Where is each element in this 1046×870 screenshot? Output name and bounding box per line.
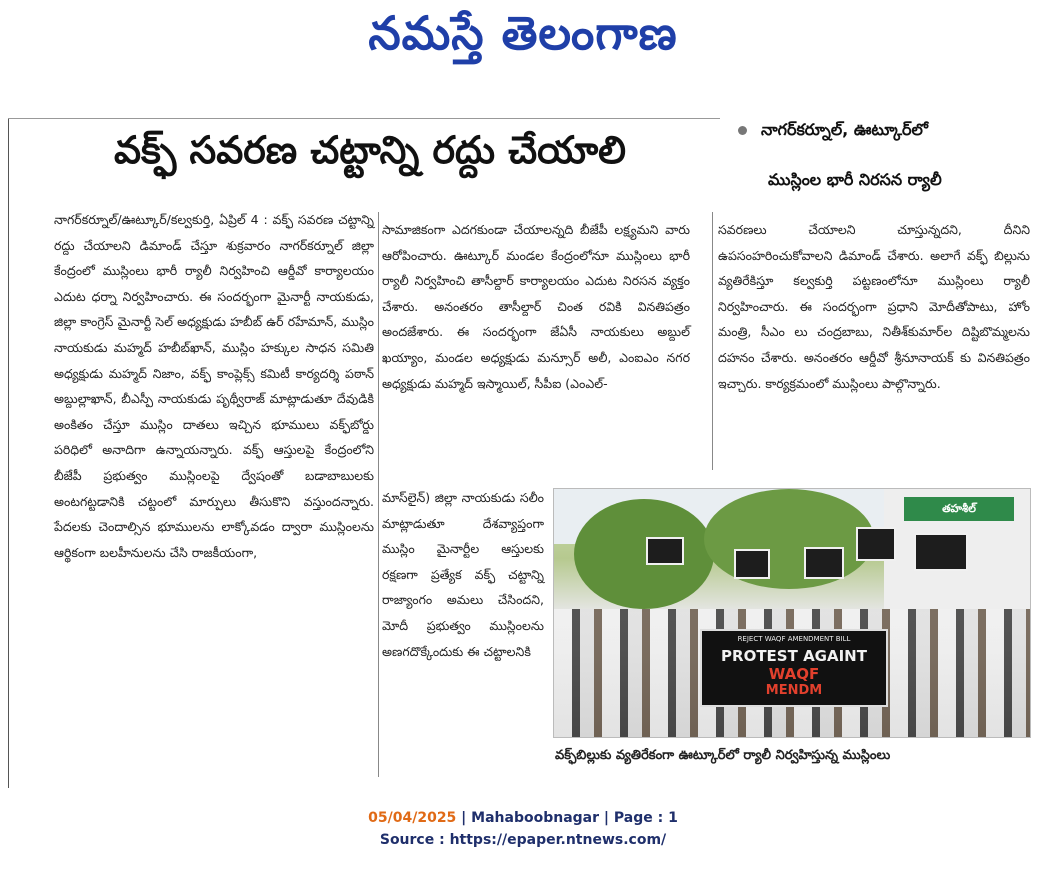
article-column-2-bottom [382, 485, 544, 664]
article-column-1 [54, 207, 374, 565]
page-footer-line-2 [0, 832, 1046, 848]
photo-placard [734, 549, 770, 579]
page-footer-line-1 [0, 810, 1046, 826]
article-headline: వక్ఫ్ సవరణ చట్టాన్ని రద్దు చేయాలి [114, 128, 626, 172]
column-2-bottom-text: మాస్‌లైన్) జిల్లా నాయకుడు సలీం మాట్లాడుతూ దేశవ్యాప్తంగా ముస్లిం మైనార్టీల ఆస్తులకు రక్షణగా ప్రత్యేక వక్ఫ్ చట్టాన్ని రాజ్యాంగం అమలు చేసిందని, మోదీ ప్రభుత్వం ముస్లింలను అణగదొక్కేందుకు ఈ చట్టాలనికి [382, 490, 544, 659]
headline-rule [8, 118, 720, 119]
photo-tree [704, 489, 874, 589]
footer-date: 05/04/2025 [368, 810, 457, 826]
protest-photo [553, 488, 1031, 738]
protest-banner [700, 629, 888, 707]
column-2-top-text: సామాజికంగా ఎదగకుండా చేయాలన్నది బీజేపీ లక్ష్యమని వారు ఆరోపించారు. ఊట్కూర్ మండల కేంద్రంలోనూ ముస్లింలు భారీ ర్యాలీ నిర్వహించి తాసీల్దార్ కార్యాలయం ఎదుట నిరసన వ్యక్తం చేశారు. అనంతరం తాసీల్దార్ చింత రవికి వినతిపత్రం అందజేశారు. ఈ సందర్భంగా జేఏసీ నాయకులు అబ్దుల్ ఖయ్యాం, మండల అధ్యక్షుడు మన్సూర్ అలీ, ఎంఐఎం నగర అధ్యక్షుడు మహ్మద్ ఇస్మాయిల్, సీపీఐ (ఎంఎల్- [382, 222, 690, 391]
footer-separator: | [456, 810, 472, 826]
banner-line-3: MENDM [765, 683, 823, 698]
photo-placard [804, 547, 844, 579]
photo-caption: వక్ఫ్‌బిల్లుకు వ్యతిరేకంగా ఊట్కూర్‌లో ర్యాలీ నిర్వహిస్తున్న ముస్లింలు [555, 748, 891, 763]
photo-building-sign: తహశీల్ [904, 497, 1014, 521]
photo-placard [856, 527, 896, 561]
column-divider-2 [712, 212, 713, 470]
column-divider-1 [378, 212, 379, 777]
photo-placard [914, 533, 968, 571]
article-column-3 [718, 217, 1030, 396]
footer-edition: Mahaboobnagar [471, 810, 600, 826]
deck-text-1: నాగర్‌కర్నూల్, ఊట్కూర్‌లో [761, 120, 928, 139]
footer-source-link[interactable]: https://epaper.ntnews.com/ [449, 832, 667, 848]
article-column-2-top [382, 217, 690, 396]
photo-placard [646, 537, 684, 565]
banner-small-text: REJECT WAQF AMENDMENT BILL [737, 635, 851, 643]
masthead-logo: నమస్తే తెలంగాణ [368, 6, 678, 60]
photo-tree [574, 499, 714, 609]
footer-separator: | [599, 810, 614, 826]
bullet-icon [738, 126, 747, 135]
footer-source-label: Source : [379, 832, 450, 848]
column-1-text: నాగర్‌కర్నూల్/ఊట్కూర్/కల్వకుర్తి, ఏప్రిల్ 4 : వక్ఫ్ సవరణ చట్టాన్ని రద్దు చేయాలని డిమాండ్ చేస్తూ శుక్రవారం నాగర్‌కర్నూల్ జిల్లా కేంద్రంలో ముస్లింలు భారీ ర్యాలీ నిర్వహించి ఆర్డీవో కార్యాలయం ఎదుట ధర్నా నిర్వహించారు. ఈ సందర్భంగా మైనార్టీ నాయకుడు, జిల్లా కాంగ్రెస్ మైనార్టీ సెల్ అధ్యక్షుడు హబీబ్ ఉర్ రహేమాన్, ముస్లిం నాయకుడు మహ్మద్ హబీబ్‌ఖాన్, ముస్లిం హక్కుల సాధన సమితి అధ్యక్షుడు మహ్మద్ నిజాం, వక్ఫ్ కాంప్లెక్స్ కమిటీ కార్యదర్శి పఠాన్ అబ్దుల్లాఖాన్, బీఎస్పీ నాయకుడు పృథ్వీరాజ్ మాట్లాడుతూ దేవుడికి అంకితం చేస్తూ ముస్లిం దాతలు ఇచ్చిన భూములు వక్ఫ్‌బోర్డు పరిధిలో అనాదిగా ఉన్నాయన్నారు. వక్ఫ్ ఆస్తులపై కేంద్రంలోని బీజేపీ ప్రభుత్వం ముస్లింలపై ద్వేషంతో బడాబాబులకు అంటగట్టడానికి చట్టంలో మార్పులు తీసుకొని వస్తుందన్నారు. పేదలకు చెందాల్సిన భూములను లాక్కోవడం ద్వారా ముస్లింలను ఆర్థికంగా బలహీనులను చేసి రాజకీయంగా, [54, 212, 374, 560]
footer-page: Page : 1 [613, 810, 678, 826]
left-frame-line [8, 118, 9, 788]
deck-line-1 [738, 120, 1038, 143]
deck-line-2 [768, 170, 1046, 193]
column-3-text: సవరణలు చేయాలని చూస్తున్నదని, దీనిని ఉపసంహరించుకోవాలని డిమాండ్ చేశారు. అలాగే వక్ఫ్ బిల్లును వ్యతిరేకిస్తూ కల్వకుర్తి పట్టణంలోనూ ముస్లింలు ర్యాలీ నిర్వహించారు. ఈ సందర్భంగా ప్రధాని మోదీతోపాటు, హోం మంత్రి, సీఎం లు చంద్రబాబు, నితీశ్‌కుమార్‌ల దిష్టిబొమ్మలను దహనం చేశారు. అనంతరం ఆర్డీవో శ్రీనూనాయక్ కు వినతిపత్రం ఇచ్చారు. కార్యక్రమంలో ముస్లింలు పాల్గొన్నారు. [718, 222, 1030, 391]
banner-line-1: PROTEST AGAINT [721, 647, 867, 665]
deck-text-2: ముస్లింల భారీ నిరసన ర్యాలీ [768, 170, 942, 189]
banner-line-2: WAQF [768, 665, 820, 683]
